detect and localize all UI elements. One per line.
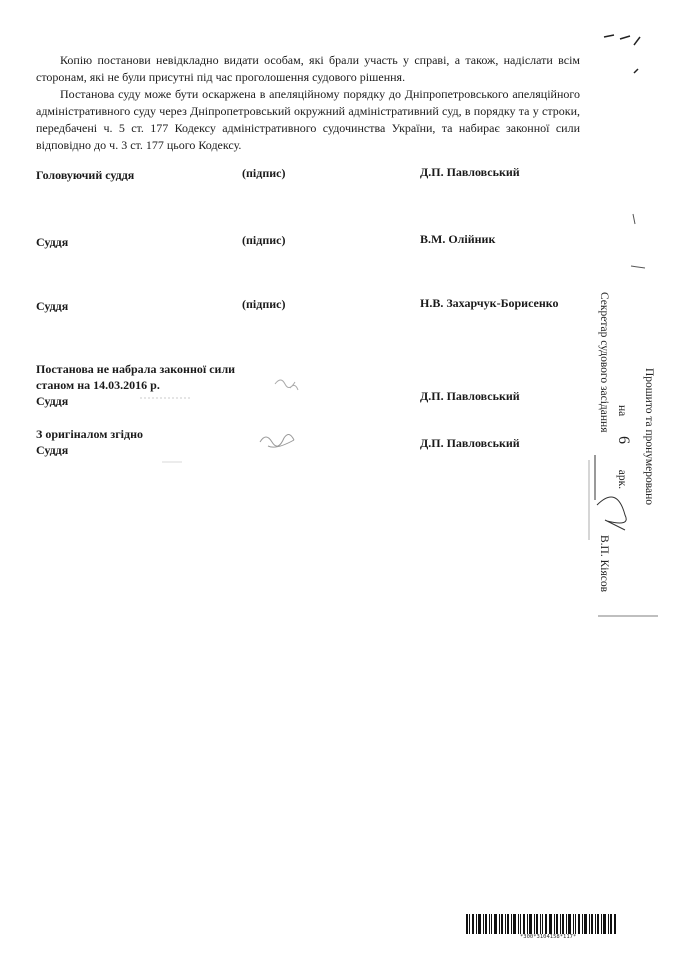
stamp-line-2-suffix: арк.: [616, 469, 628, 490]
paragraph-appeal-notice: Постанова суду може бути оскаржена в апеляційному порядку до Дніпропетровського апеляційного адміністративного суду через Дніпропетровський окружний адміністративний суд, в порядку та у строки, передбачені ч. 5 ст. 177 Кодексу адміністративного судочинства України, та набирає законної сили відповідно до ч. 3 ст. 177 цього Кодексу.: [36, 87, 580, 152]
barcode-number: *300*3104158*117*: [520, 934, 577, 940]
signature-role-3: Суддя: [36, 299, 69, 313]
signature-scribble-1: [130, 370, 310, 404]
signature-scribble-2: [150, 420, 320, 470]
paragraph-copy-notice: Копію постанови невідкладно видати особам, які брали участь у справі, а також, надіслати всім сторонам, які не були присутні під час проголошення судового рішення.: [36, 53, 580, 84]
status-line-1: Постанова не набрала законної сили: [36, 362, 236, 376]
stamp-line-2-prefix: на: [616, 405, 628, 417]
copy-name: Д.П. Павловський: [420, 436, 520, 450]
stamp-line-2-number: 6: [615, 436, 632, 445]
signature-name-2: В.М. Олійник: [420, 232, 496, 246]
signature-mark-1: (підпис): [242, 166, 286, 180]
stamp-signature: [585, 450, 645, 550]
signature-role-2: Суддя: [36, 235, 69, 249]
stamp-line-1: Прошито та пронумеровано: [643, 368, 655, 506]
edge-marks: [590, 25, 650, 75]
signature-name-3: Н.В. Захарчук-Борисенко: [420, 296, 559, 310]
side-marks: [625, 200, 655, 280]
signature-role-1: Головуючий суддя: [36, 168, 135, 182]
signature-mark-2: (підпис): [242, 233, 286, 247]
stamp-line: [590, 590, 660, 630]
copy-line-1: З оригіналом згідно: [36, 427, 143, 441]
stamp-line-4: В.П. Кіясов: [598, 535, 610, 593]
status-line-2: станом на 14.03.2016 р.: [36, 378, 160, 392]
copy-role: Суддя: [36, 443, 69, 457]
signature-name-1: Д.П. Павловський: [420, 165, 520, 179]
signature-mark-3: (підпис): [242, 297, 286, 311]
stamp-line-3: Секретар судового засідання: [598, 292, 610, 433]
status-name: Д.П. Павловський: [420, 389, 520, 403]
barcode-icon: [466, 914, 616, 934]
status-role: Суддя: [36, 394, 69, 408]
